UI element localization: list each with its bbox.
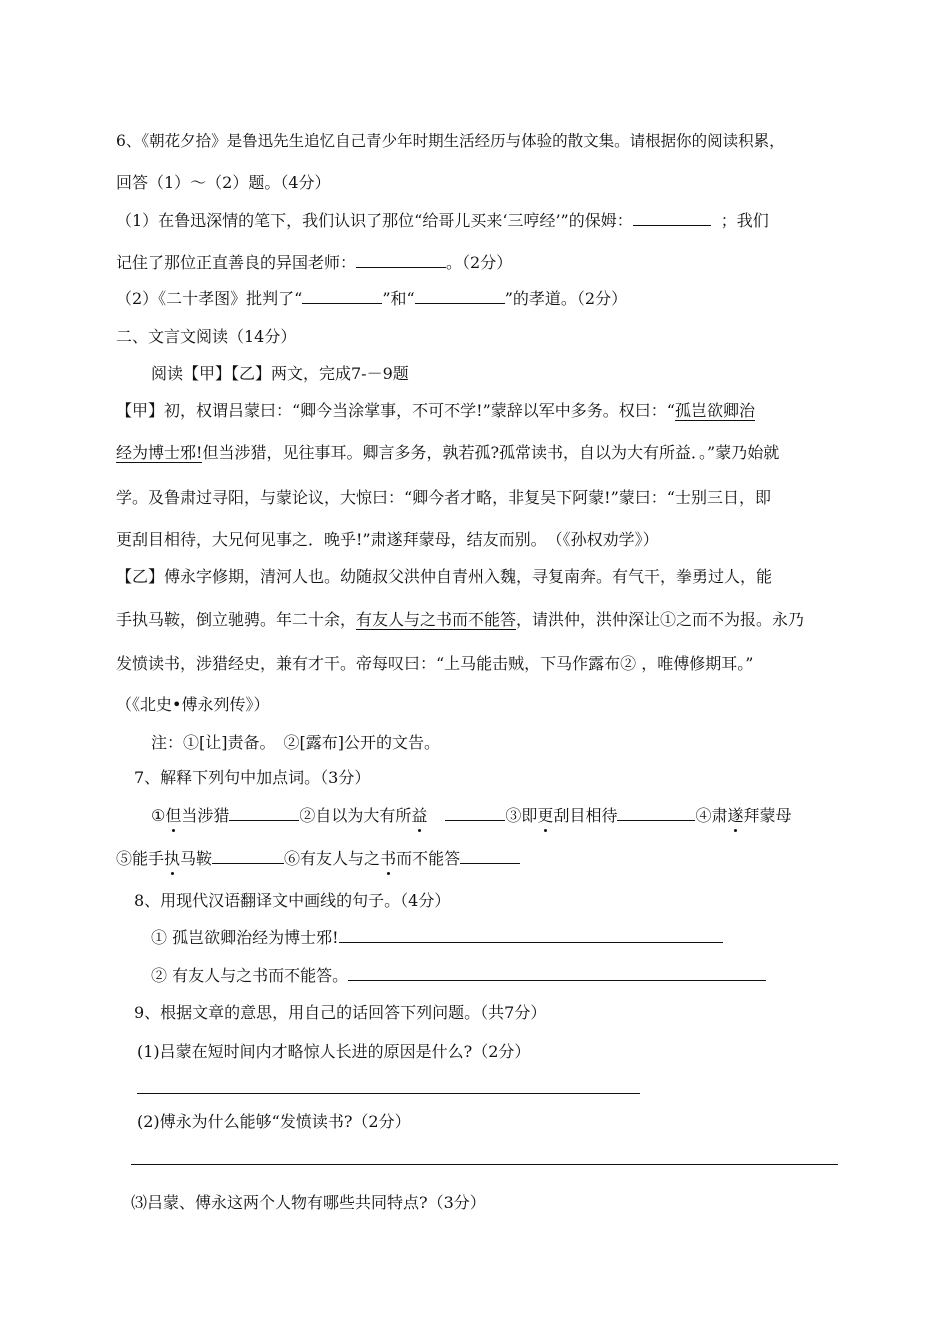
section2-instruction: 阅读【甲】【乙】两文，完成7-－9题	[151, 364, 409, 383]
dotted-word-dan: 但	[165, 806, 182, 825]
q6-part1-line2-text: 记住了那位正直善良的异国老师：	[116, 253, 357, 272]
underlined-sentence-2: 有友人与之书而不能答	[356, 610, 517, 629]
underlined-sentence-1b: 经为博士邪!	[116, 443, 203, 462]
yi-line2	[116, 610, 804, 630]
answer-line-8-1[interactable]	[339, 928, 723, 943]
q6-part1-text-b: ；我们	[720, 211, 769, 230]
q8-title: 8、用现代汉语翻译文中画线的句子。（4分）	[134, 891, 451, 910]
answer-blank-7-2[interactable]	[445, 806, 505, 821]
yi-line2-end: ，请洪仲，洪仲深让①之而不为报。永乃	[516, 610, 805, 629]
q7-item2-text: ②自以为大有所	[299, 806, 412, 825]
annotation-note: 注：①[让]责备。 ②[露布]公开的文告。	[151, 733, 440, 752]
q7-item6-text: ⑥有友人与之	[284, 849, 381, 868]
jia-line1-text: 【甲】初，权谓吕蒙曰：“卿今当涂掌事，不可不学!”蒙辞以军中多务。权曰：“	[116, 401, 675, 420]
yi-line2-text: 手执马鞍，倒立驰骋。年二十余，	[116, 610, 357, 629]
answer-line-8-2[interactable]	[348, 966, 766, 981]
q7-item3-text: ③即	[505, 806, 538, 825]
answer-line-9-2[interactable]	[131, 1164, 838, 1165]
jia-line2	[116, 443, 779, 463]
q7-items-row1	[151, 806, 792, 826]
q8-sentence2	[151, 966, 766, 986]
q6-part1-line2-end: 。（2分）	[446, 253, 513, 272]
jia-line3: 学。及鲁肃过寻阳，与蒙论议，大惊曰：“卿今者才略，非复吴下阿蒙!”蒙曰：“士别三日，即	[116, 488, 771, 507]
q7-item3-post: 刮目相待	[553, 806, 618, 825]
q7-item5-post: 马鞍	[180, 849, 213, 868]
dotted-word-sui: 遂	[727, 806, 744, 825]
dotted-word-yi: 益	[411, 806, 428, 825]
q6-part2	[116, 289, 627, 309]
answer-blank-teacher[interactable]	[356, 253, 446, 268]
underlined-sentence-1a: 孤岂欲卿治	[674, 401, 755, 420]
q7-item4-post: 拜蒙母	[743, 806, 792, 825]
answer-blank-7-3[interactable]	[617, 806, 695, 821]
dotted-word-geng: 更	[537, 806, 554, 825]
answer-blank-7-5[interactable]	[212, 849, 284, 864]
jia-line4: 更刮目相待，大兄何见事之．晚乎!”肃遂拜蒙母，结友而别。 （《孙权劝学》）	[116, 530, 659, 549]
q6-part1-text: （1）在鲁迅深情的笔下，我们认识了那位“给哥儿买来‘三哼经’”的保姆：	[116, 211, 633, 230]
answer-blank-xiaodao2[interactable]	[415, 289, 505, 304]
dotted-word-shu: 书	[380, 849, 397, 868]
q7-item1-num: ①	[151, 806, 166, 825]
yi-line4: （《北史•傅永列传》）	[116, 695, 270, 714]
q6-part2-mid: ”和“	[382, 289, 415, 308]
q8-sentence2-text: ② 有友人与之书而不能答。	[151, 966, 349, 985]
q6-part1-line1	[116, 211, 769, 231]
section2-title: 二、文言文阅读（14分）	[116, 327, 297, 346]
yi-line1: 【乙】傅永字修期，清河人也。幼随叔父洪仲自青州入魏，寻复南奔。有气干，拳勇过人，能	[116, 567, 773, 586]
q9-sub2: (2)傅永为什么能够“发愤读书?（2分）	[137, 1112, 411, 1131]
yi-line3: 发愤读书，涉猎经史，兼有才干。帝每叹曰：“上马能击贼，下马作露布② ，唯傅修期耳。”	[116, 654, 754, 673]
q9-title: 9、根据文章的意思，用自己的话回答下列问题。（共7分）	[134, 1003, 547, 1022]
q6-part2-text: （2）《二十孝图》批判了“	[116, 289, 303, 308]
q6-line1: 6、《朝花夕拾》是鲁迅先生追忆自己青少年时期生活经历与体验的散文集。请根据你的阅读积累，	[116, 132, 785, 150]
answer-blank-xiaodao1[interactable]	[302, 289, 382, 304]
q9-sub1: (1)吕蒙在短时间内才略惊人长进的原因是什么?（2分）	[137, 1042, 531, 1061]
q9-sub3: ⑶吕蒙、傅永这两个人物有哪些共同特点?（3分）	[131, 1193, 486, 1212]
q8-sentence1	[151, 928, 723, 948]
jia-line1	[116, 401, 755, 421]
answer-line-9-1[interactable]	[137, 1093, 640, 1094]
dotted-word-zhi: 执	[164, 849, 181, 868]
q7-items-row2	[116, 849, 520, 869]
q7-title: 7、解释下列句中加点词。（3分）	[134, 768, 371, 787]
q6-part2-end: ”的孝道。（2分）	[504, 289, 628, 308]
answer-blank-7-6[interactable]	[460, 849, 520, 864]
q6-part1-line2	[116, 253, 512, 273]
answer-blank-baomu[interactable]	[633, 211, 711, 226]
q7-item6-post: 而不能答	[396, 849, 461, 868]
q7-item4-text: ④肃	[695, 806, 728, 825]
q6-line2: 回答（1）～（2）题。（4分）	[116, 173, 331, 192]
q8-sentence1-text: ① 孤岂欲卿治经为博士邪!	[151, 928, 339, 947]
answer-blank-7-1[interactable]	[229, 806, 299, 821]
q7-item5-text: ⑤能手	[116, 849, 165, 868]
jia-line2-text: 但当涉猎，见往事耳。卿言多务，孰若孤?孤常读书，自以为大有所益．。”蒙乃始就	[202, 443, 780, 462]
q7-item1-text: 当涉猎	[181, 806, 230, 825]
